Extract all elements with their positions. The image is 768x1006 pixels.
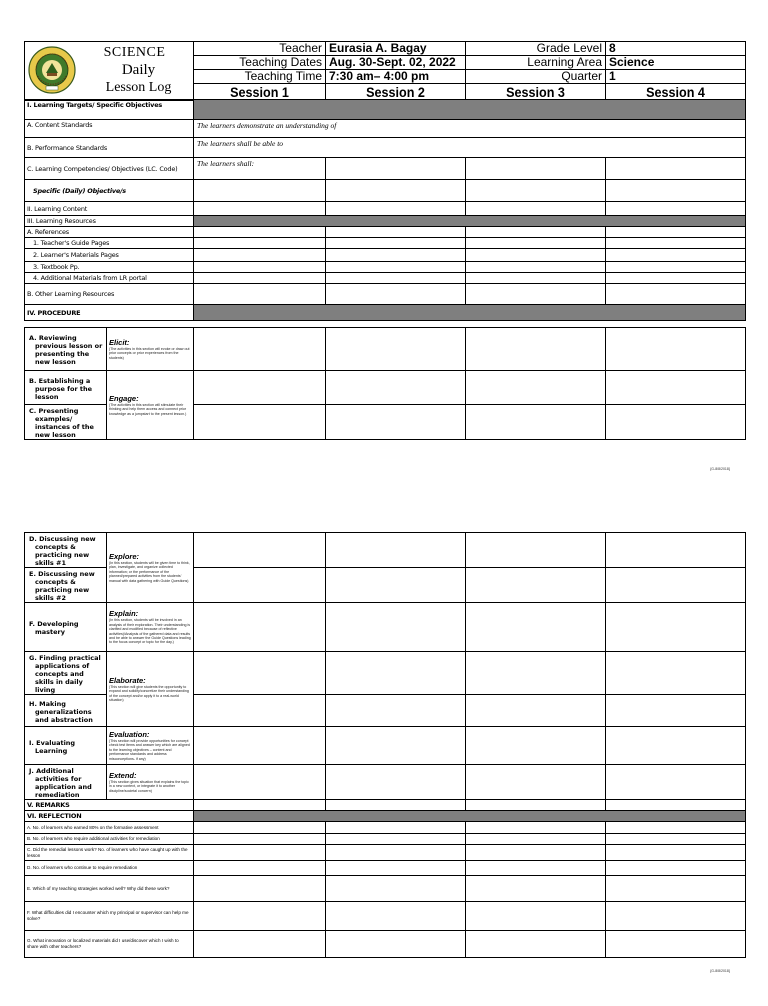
cell[interactable] xyxy=(606,405,746,440)
learning-resources-label: III. Learning Resources xyxy=(25,216,194,227)
header-table xyxy=(24,41,746,101)
cell[interactable] xyxy=(606,834,746,845)
cell[interactable] xyxy=(326,931,466,958)
cell[interactable] xyxy=(466,652,606,695)
cell[interactable] xyxy=(326,227,466,238)
cell[interactable] xyxy=(606,533,746,568)
cell[interactable] xyxy=(466,158,606,180)
reflection-item-c: C. Did the remedial lessons work? No. of learners who have caught up with the lesson xyxy=(25,845,194,861)
procedure-h-label: H. Making generalizations and abstraction xyxy=(25,695,107,727)
procedure-i-label: I. Evaluating Learning xyxy=(25,727,107,765)
cell[interactable] xyxy=(326,273,466,284)
cell[interactable] xyxy=(194,249,326,262)
session-2-header: Session 2 xyxy=(326,84,466,101)
cell[interactable] xyxy=(326,876,466,902)
cell[interactable] xyxy=(466,202,606,216)
grade-level-label: Grade Level xyxy=(466,42,606,56)
cell[interactable] xyxy=(466,765,606,800)
cell[interactable] xyxy=(194,727,326,765)
cell[interactable] xyxy=(606,328,746,371)
evaluation-title: Evaluation: xyxy=(109,729,150,739)
grade-level-value: 8 xyxy=(606,42,746,56)
cell[interactable] xyxy=(466,834,606,845)
science-title: SCIENCE xyxy=(103,45,166,60)
session-3-header: Session 3 xyxy=(466,84,606,101)
cell[interactable] xyxy=(466,284,606,305)
learning-area-label: Learning Area xyxy=(466,56,606,70)
cell[interactable] xyxy=(466,249,606,262)
cell[interactable] xyxy=(606,727,746,765)
cell[interactable] xyxy=(466,405,606,440)
cell[interactable] xyxy=(466,238,606,249)
teaching-dates-value: Aug. 30-Sept. 02, 2022 xyxy=(326,56,466,70)
content-standards-label: A. Content Standards xyxy=(25,120,194,138)
cell[interactable] xyxy=(466,180,606,202)
explore-phase xyxy=(107,533,194,603)
elicit-phase xyxy=(107,328,194,371)
cell[interactable] xyxy=(326,845,466,861)
cell[interactable] xyxy=(466,273,606,284)
cell[interactable] xyxy=(194,405,326,440)
cell[interactable] xyxy=(326,695,466,727)
cell[interactable] xyxy=(466,533,606,568)
cell[interactable] xyxy=(606,603,746,652)
explore-title: Explore: xyxy=(109,551,140,561)
reflection-item-e: E. Which of my teaching strategies worked well? Why did these work? xyxy=(25,876,194,902)
cell[interactable] xyxy=(326,371,466,405)
reflection-label: VI. REFLECTION xyxy=(25,811,194,822)
procedure-label: IV. PROCEDURE xyxy=(25,305,194,321)
cell[interactable] xyxy=(466,695,606,727)
cell[interactable] xyxy=(606,695,746,727)
elaborate-description: (This section will give students the opportunity to expand and solidify/concretize their understanding of the concept and/or apply it to a real-world situation) xyxy=(109,684,189,702)
procedure-f-label: F. Developing mastery xyxy=(25,603,107,652)
cell[interactable] xyxy=(326,603,466,652)
explain-phase xyxy=(107,603,194,652)
procedure-d-label: D. Discussing new concepts & practicing new skills #1 xyxy=(25,533,107,568)
elicit-description: (The activities in this section will evoke or draw out prior concepts or prior experiences from the students) xyxy=(109,346,190,360)
extend-title: Extend: xyxy=(109,770,137,780)
explain-description: (In this section, students will be involved in an analysis of their exploration. Their understanding is clarified and modified because of reflective activities)/Analysis of the gathered data and results and be able to answer the Guide Questions leading to the focus concept or topic for the day.) xyxy=(109,618,191,645)
teaching-time-label: Teaching Time xyxy=(194,70,326,84)
grey-band xyxy=(194,811,746,822)
daily-title: Daily xyxy=(121,62,156,78)
cell[interactable] xyxy=(466,603,606,652)
cell[interactable] xyxy=(326,727,466,765)
cell[interactable] xyxy=(466,876,606,902)
session-4-header: Session 4 xyxy=(606,84,746,101)
references-label: A. References xyxy=(25,227,194,238)
cell[interactable] xyxy=(466,262,606,273)
cell[interactable] xyxy=(466,371,606,405)
reflection-item-b: B. No. of learners who require additional activities for remediation xyxy=(25,834,194,845)
cell[interactable] xyxy=(194,876,326,902)
cell[interactable] xyxy=(194,695,326,727)
cell[interactable] xyxy=(194,371,326,405)
elaborate-title: Elaborate: xyxy=(109,675,146,685)
cell[interactable] xyxy=(326,861,466,876)
cell[interactable] xyxy=(606,371,746,405)
cell[interactable] xyxy=(194,603,326,652)
teacher-value: Eurasia A. Bagay xyxy=(326,42,466,56)
cell[interactable] xyxy=(606,273,746,284)
other-resources-label: B. Other Learning Resources xyxy=(25,284,194,305)
cell[interactable] xyxy=(326,568,466,603)
cell[interactable] xyxy=(606,180,746,202)
cell[interactable] xyxy=(194,568,326,603)
reflection-item-a: A. No. of learners who earned 80% on the formative assessment xyxy=(25,822,194,834)
page-footer-code: {G-8/8/2018} xyxy=(710,969,730,973)
cell[interactable] xyxy=(326,822,466,834)
cell[interactable] xyxy=(194,273,326,284)
cell[interactable] xyxy=(194,834,326,845)
cell[interactable] xyxy=(606,238,746,249)
cell[interactable] xyxy=(606,845,746,861)
session-1-header: Session 1 xyxy=(194,84,326,101)
cell[interactable] xyxy=(606,262,746,273)
learning-targets-label: I. Learning Targets/ Specific Objectives xyxy=(25,100,194,120)
performance-standards-text[interactable]: The learners shall be able to xyxy=(194,138,746,158)
explore-description: (In this section, students will be given time to think, plan, investigate, and organize collected information; or the performance of the planned/prepared activities from the students' manual with data gathering with Guide Questions) xyxy=(109,560,190,583)
cell[interactable] xyxy=(606,158,746,180)
cell[interactable] xyxy=(606,227,746,238)
cell[interactable] xyxy=(466,568,606,603)
procedure-e-label: E. Discussing new concepts & practicing new skills #2 xyxy=(25,568,107,603)
extend-description: (This section gives situation that explains the topic in a new context, or integrate it to another discipline/societal concern) xyxy=(109,779,189,793)
cell[interactable] xyxy=(194,902,326,931)
cell[interactable] xyxy=(606,800,746,811)
procedures-table-page1 xyxy=(24,327,746,440)
page-footer-code: {G-8/8/2018} xyxy=(710,467,730,471)
cell[interactable] xyxy=(606,284,746,305)
cell[interactable] xyxy=(326,328,466,371)
cell[interactable] xyxy=(326,238,466,249)
content-standards-text[interactable]: The learners demonstrate an understanding of xyxy=(194,120,746,138)
cell[interactable] xyxy=(194,845,326,861)
procedure-g-label: G. Finding practical applications of concepts and skills in daily living xyxy=(25,652,107,695)
procedure-a-label: A. Reviewing previous lesson or presenting the new lesson xyxy=(25,328,107,371)
cell[interactable] xyxy=(606,765,746,800)
lesson-log-table-page1 xyxy=(24,99,746,321)
cell[interactable] xyxy=(326,533,466,568)
cell[interactable] xyxy=(326,202,466,216)
procedure-j-label: J. Additional activities for application and remediation xyxy=(25,765,107,800)
cell[interactable] xyxy=(194,533,326,568)
reflection-item-f: F. What difficulties did I encounter which my principal or supervisor can help me solve? xyxy=(25,902,194,931)
cell[interactable] xyxy=(606,652,746,695)
teachers-guide-label: 1. Teacher's Guide Pages xyxy=(25,238,194,249)
cell[interactable] xyxy=(194,202,326,216)
cell[interactable] xyxy=(606,931,746,958)
cell[interactable] xyxy=(326,158,466,180)
procedure-b-label: B. Establishing a purpose for the lesson xyxy=(25,371,107,405)
cell[interactable] xyxy=(194,284,326,305)
grey-band xyxy=(194,100,746,120)
cell[interactable] xyxy=(606,568,746,603)
teaching-dates-label: Teaching Dates xyxy=(194,56,326,70)
cell[interactable] xyxy=(326,652,466,695)
textbook-label: 3. Textbook Pp. xyxy=(25,262,194,273)
teaching-time-value: 7:30 am– 4:00 pm xyxy=(326,70,466,84)
grey-band xyxy=(194,216,746,227)
cell[interactable] xyxy=(466,931,606,958)
cell[interactable] xyxy=(326,765,466,800)
learning-area-value: Science xyxy=(606,56,746,70)
cell[interactable] xyxy=(466,727,606,765)
cell[interactable] xyxy=(194,931,326,958)
cell[interactable] xyxy=(194,861,326,876)
cell[interactable] xyxy=(606,249,746,262)
cell[interactable] xyxy=(194,800,326,811)
procedures-table-page2 xyxy=(24,532,746,958)
specific-objectives-label: Specific (Daily) Objective/s xyxy=(25,180,194,202)
reflection-item-g: G. What innovation or localized materials did I use/discover which I wish to share with other teachers? xyxy=(25,931,194,958)
school-seal-logo xyxy=(28,46,76,94)
cell[interactable] xyxy=(606,902,746,931)
reflection-item-d: D. No. of learners who continue to require remediation xyxy=(25,861,194,876)
cell[interactable] xyxy=(326,405,466,440)
engage-phase xyxy=(107,371,194,440)
cell[interactable] xyxy=(326,902,466,931)
quarter-label: Quarter xyxy=(466,70,606,84)
cell[interactable] xyxy=(194,262,326,273)
cell[interactable] xyxy=(326,262,466,273)
procedure-c-label: C. Presenting examples/ instances of the new lesson xyxy=(25,405,107,440)
cell[interactable] xyxy=(466,328,606,371)
teacher-label: Teacher xyxy=(194,42,326,56)
cell[interactable] xyxy=(194,227,326,238)
cell[interactable] xyxy=(326,800,466,811)
cell[interactable] xyxy=(326,284,466,305)
cell[interactable] xyxy=(326,834,466,845)
cell[interactable] xyxy=(466,902,606,931)
quarter-value: 1 xyxy=(606,70,746,84)
learning-content-label: II. Learning Content xyxy=(25,202,194,216)
elaborate-phase xyxy=(107,652,194,727)
logo-title-cell xyxy=(25,42,194,101)
cell[interactable] xyxy=(606,861,746,876)
lesson-log-title: Lesson Log xyxy=(105,80,172,95)
cell[interactable] xyxy=(606,202,746,216)
cell[interactable] xyxy=(194,180,326,202)
performance-standards-label: B. Performance Standards xyxy=(25,138,194,158)
engage-description: (The activities in this section will stimulate their thinking and help them access and connect prior knowledge as a jumpstart to the present lesson.) xyxy=(109,402,187,416)
lr-portal-label: 4. Additional Materials from LR portal xyxy=(25,273,194,284)
grey-band xyxy=(194,305,746,321)
cell[interactable] xyxy=(194,238,326,249)
cell[interactable] xyxy=(194,328,326,371)
explain-title: Explain: xyxy=(109,609,139,619)
cell[interactable] xyxy=(466,227,606,238)
cell[interactable] xyxy=(466,861,606,876)
cell[interactable] xyxy=(466,800,606,811)
cell[interactable] xyxy=(606,822,746,834)
learning-competencies-text[interactable]: The learners shall: xyxy=(194,158,326,180)
evaluation-description: (This section will provide opportunities for concept check test items and answer key which are aligned to the learning objectives – content and performance standards and address misconceptions- if any) xyxy=(109,738,190,761)
cell[interactable] xyxy=(194,652,326,695)
engage-title: Engage: xyxy=(109,393,139,403)
evaluation-phase xyxy=(107,727,194,765)
cell[interactable] xyxy=(326,249,466,262)
remarks-label: V. REMARKS xyxy=(25,800,194,811)
cell[interactable] xyxy=(466,822,606,834)
cell[interactable] xyxy=(326,180,466,202)
elicit-title: Elicit: xyxy=(109,337,130,347)
cell[interactable] xyxy=(466,845,606,861)
cell[interactable] xyxy=(194,765,326,800)
learning-competencies-label: C. Learning Competencies/ Objectives (LC. Code) xyxy=(25,158,194,180)
cell[interactable] xyxy=(606,876,746,902)
cell[interactable] xyxy=(194,822,326,834)
extend-phase xyxy=(107,765,194,800)
learners-materials-label: 2. Learner's Materials Pages xyxy=(25,249,194,262)
